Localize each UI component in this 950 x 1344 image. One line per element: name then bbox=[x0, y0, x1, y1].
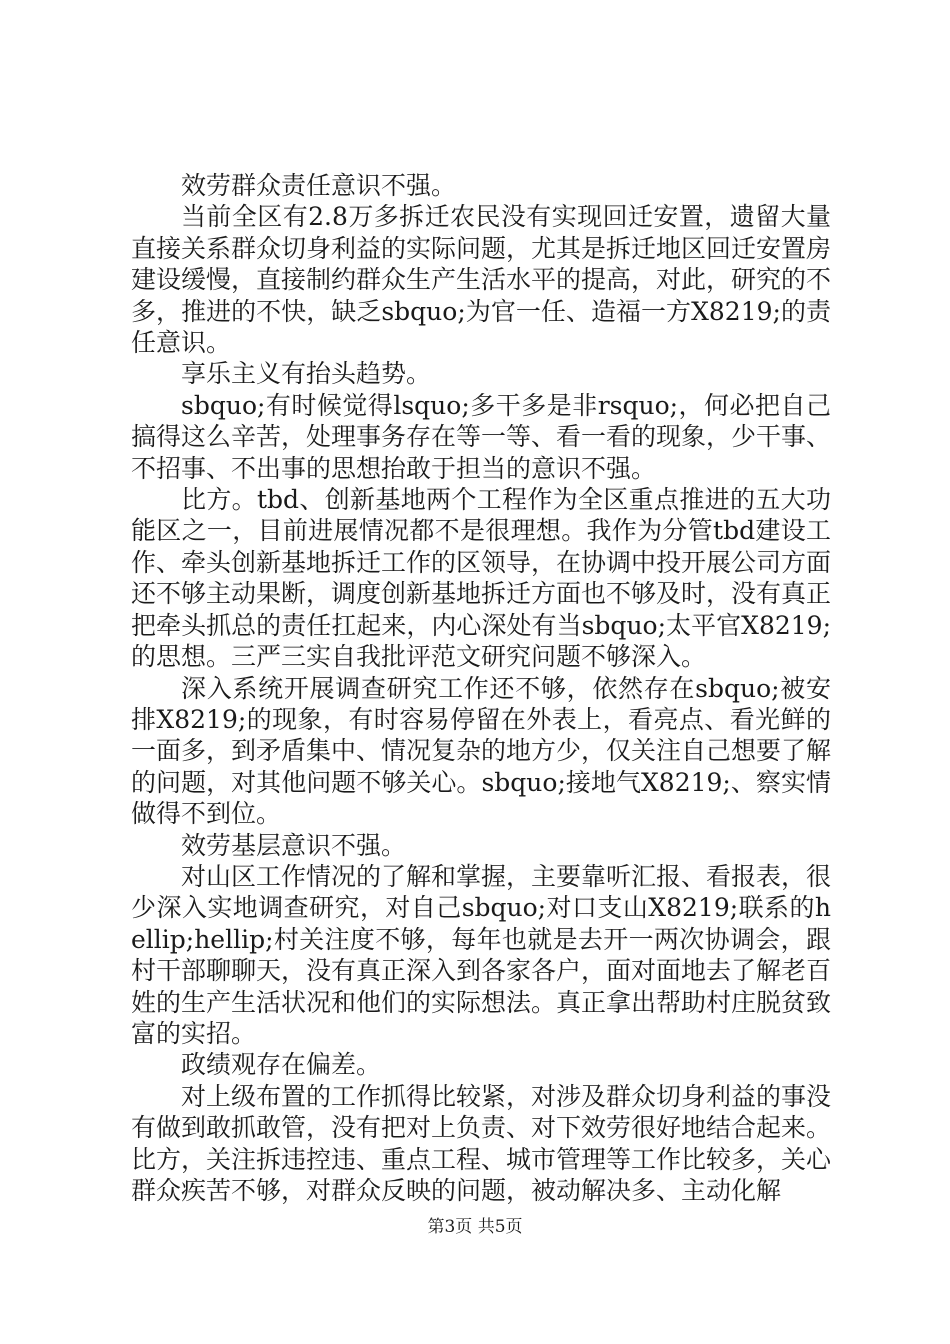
page-number-footer: 第3页 共5页 bbox=[427, 1217, 523, 1237]
paragraph-3: 享乐主义有抬头趋势。 bbox=[181, 359, 432, 389]
paragraph-6: 深入系统开展调查研究工作还不够，依然存在sbquo;被安排X8219;的现象，有时容易停留在外表上，看亮点、看光鲜的一面多，到矛盾集中、情况复杂的地方少，仅关注自己想要了解的问题，对其他问题不够关心。sbquo;接地气X8219;、察实情做得不到位。 bbox=[131, 673, 832, 829]
paragraph-4: sbquo;有时候觉得lsquo;多干多是非rsquo;，何必把自己搞得这么辛苦，处理事务存在等一等、看一看的现象，少干事、不招事、不出事的思想抬敢于担当的意识不强。 bbox=[131, 390, 832, 483]
paragraph-5: 比方。tbd、创新基地两个工程作为全区重点推进的五大功能区之一，目前进展情况都不是很理想。我作为分管tbd建设工作、牵头创新基地拆迁工作的区领导，在协调中投开展公司方面还不够主动果断，调度创新基地拆迁方面也不够及时，没有真正把牵头抓总的责任扛起来，内心深处有当sbquo;太平官X8219;的思想。三严三实自我批评范文研究问题不够深入。 bbox=[131, 485, 832, 672]
paragraph-9: 政绩观存在偏差。 bbox=[181, 1050, 382, 1080]
paragraph-1: 效劳群众责任意识不强。 bbox=[181, 171, 457, 200]
document-body bbox=[131, 170, 831, 1206]
paragraph-2: 当前全区有2.8万多拆迁农民没有实现回迁安置，遗留大量直接关系群众切身利益的实际问题，尤其是拆迁地区回迁安置房建设缓慢，直接制约群众生产生活水平的提高，对此，研究的不多，推进的不快，缺乏sbquo;为官一任、造福一方X8219;的责任意识。 bbox=[131, 202, 832, 358]
paragraph-10: 对上级布置的工作抓得比较紧，对涉及群众切身利益的事没有做到敢抓敢管，没有把对上负责、对下效劳很好地结合起来。比方，关注拆违控违、重点工程、城市管理等工作比较多，关心群众疾苦不够，对群众反映的问题，被动解决多、主动化解 bbox=[131, 1081, 832, 1205]
paragraph-7: 效劳基层意识不强。 bbox=[181, 830, 407, 860]
paragraph-8: 对山区工作情况的了解和掌握，主要靠听汇报、看报表，很少深入实地调查研究，对自己sbquo;对口支山X8219;联系的hellip;hellip;村关注度不够，每年也就是去开一两次协调会，跟村干部聊聊天，没有真正深入到各家各户，面对面地去了解老百姓的生产生活状况和他们的实际想法。真正拿出帮助村庄脱贫致富的实招。 bbox=[131, 861, 832, 1048]
